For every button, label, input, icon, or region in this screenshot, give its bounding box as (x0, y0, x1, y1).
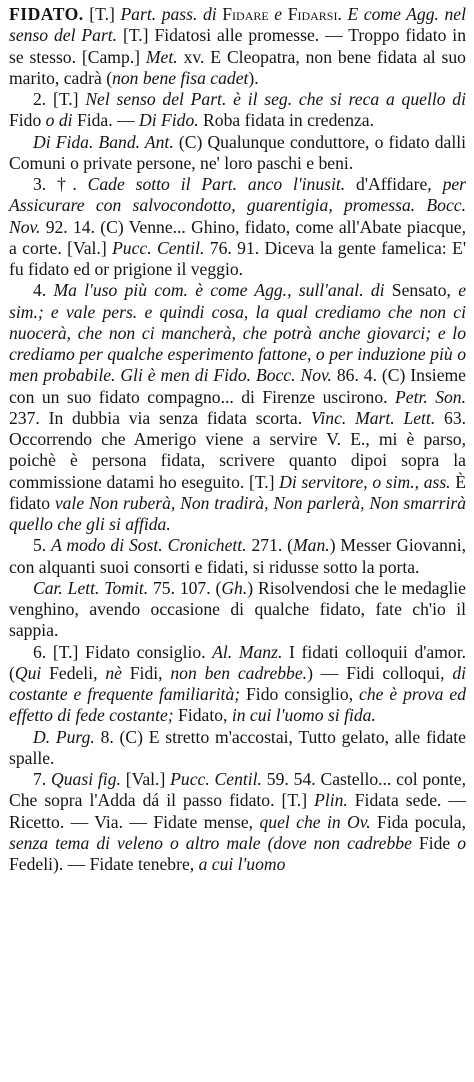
text-segment: 271. ( (246, 535, 294, 556)
text-segment: o (457, 832, 467, 853)
text-segment: Al. Manz. (212, 641, 283, 662)
text-segment: 59. 54. Castello... col ponte, Che sopra l'Adda dá il passo fidato. [T.] (9, 769, 466, 811)
entry-paragraph (9, 578, 466, 642)
text-segment: 86. 4. (C) Insieme con un suo fidato compagno... di Firenze uscirono. (9, 365, 466, 407)
text-segment: Gh. (221, 577, 248, 598)
text-segment: Fidi, (121, 662, 171, 683)
text-segment: e (268, 4, 288, 24)
entry-paragraph (9, 769, 466, 875)
text-segment: per Assicurare con salvocondotto, guarentigia, promessa. Bocc. Nov. (9, 174, 467, 237)
text-segment: Sensato, (384, 280, 459, 301)
text-segment: Fide (411, 832, 458, 853)
text-segment: o di (45, 110, 73, 131)
text-segment: vale (54, 492, 85, 513)
text-segment: Petr. Son. (395, 386, 466, 407)
text-segment: che è prova ed effetto di fede costante; (9, 684, 466, 726)
text-segment: ) Messer Giovanni, con alquanti suoi consorti e fidati, si ridusse sotto la porta. (9, 535, 467, 577)
text-segment: 3. †. (33, 174, 88, 194)
text-segment: Fidare (222, 4, 269, 24)
text-segment: xv. E Cleopatra, non bene fidata al suo marito, cadrà ( (9, 46, 466, 88)
text-segment: Qui (14, 662, 42, 683)
text-segment: D. Purg. (33, 726, 95, 747)
text-segment: Fidato, (173, 705, 232, 726)
text-segment: Non ruberà, Non tradirà, Non parlerà, Non smarrirà quello che gli si affida. (9, 492, 467, 534)
text-segment: 63. Occorrendo che Amerigo viene a servire V. E., mi è parso, poichè è persona fidata, scrivere quanto dipoi sopra la commissione datami ho eseguito. [T.] (9, 407, 467, 492)
text-segment: [T.] (83, 4, 121, 24)
text-segment: È fidato (9, 471, 466, 513)
text-segment: Di Fido. (139, 110, 199, 131)
text-segment: Fido consiglio, (240, 684, 360, 704)
text-segment: (C) Qualunque conduttore, o fidato dalli Comuni o private persone, ne' loro paschi e beni. (9, 131, 466, 173)
text-segment: 2. [T.] (33, 89, 86, 109)
text-segment: ) Risolvendosi che le medaglie venghino, avendo occasione di qualche fidato, fate ch'io il sappia. (9, 577, 466, 641)
text-segment: Fidata sede. — Ricetto. — Via. — Fidate mense, (9, 790, 466, 832)
text-segment: Fido (9, 110, 46, 131)
text-segment: Pucc. Centil. (112, 237, 205, 258)
text-segment: Car. Lett. Tomit. (33, 577, 149, 598)
text-segment: nè (105, 662, 122, 683)
text-segment: non bene fisa cadet (112, 67, 249, 88)
text-segment: 7. (33, 769, 52, 789)
text-segment: Ma l'uso più com. è come Agg., sull'anal. di (53, 280, 385, 301)
text-segment: 8. (C) E stretto m'accostai, Tutto gelato, alle fidate spalle. (9, 726, 466, 768)
text-segment: ) — Fidi colloqui, (307, 662, 453, 683)
text-segment: 6. [T.] Fidato consiglio. (33, 641, 213, 662)
text-segment: 76. 91. Diceva la gente famelica: E' fu fidato ed or prigione il veggio. (9, 237, 466, 279)
text-segment: I fidati colloquii d'amor. ( (9, 641, 466, 683)
text-segment: Pucc. Centil. (170, 769, 262, 789)
text-segment: Fedeli). — Fidate tenebre, (9, 854, 199, 874)
text-segment: Fida pocula, (370, 811, 467, 832)
text-segment: Fida. — (72, 110, 140, 131)
text-segment: Fedeli, (41, 662, 106, 683)
text-segment: . (337, 4, 348, 24)
text-segment: [Val.] (120, 769, 171, 789)
text-segment: quel che in Ov. (259, 811, 371, 832)
text-segment: Quasi fig. (51, 769, 121, 789)
entry-paragraph (9, 4, 466, 89)
text-segment: Cade sotto il Part. anco l'inusit. (87, 174, 346, 194)
text-segment: e sim.; e vale pers. e quindi cosa, la qual crediamo che non ci nuocerà, che non ci mancherà, che potrà anche giovarci; e lo crediamo per qualche esperimento fattone, o per induzione più o men probabile. Gli è men di Fido. Bocc. Nov. (9, 280, 467, 386)
text-segment: d'Affidare, (345, 174, 443, 194)
text-segment: Man. (293, 535, 330, 556)
text-segment: Di servitore, o sim., ass. (279, 471, 451, 492)
text-segment: Met. (145, 46, 178, 67)
text-segment: [T.] Fidatosi alle promesse. — Troppo fidato in se stesso. [Camp.] (9, 25, 466, 67)
text-segment: E come Agg. nel senso del Part. (9, 4, 467, 46)
text-segment: Nel senso del Part. è il seg. che si reca a quello di (85, 89, 466, 109)
entry-paragraph (9, 727, 466, 770)
entry-paragraph (9, 132, 466, 175)
text-segment: 4. (33, 280, 54, 301)
text-segment: 75. 107. ( (148, 577, 222, 598)
text-segment: a cui l'uomo (198, 854, 286, 874)
text-segment: Vinc. Mart. Lett. (310, 407, 436, 428)
text-segment: Di Fida. Band. Ant. (33, 131, 174, 152)
entry-paragraph (9, 642, 466, 727)
text-segment: ). (248, 67, 259, 88)
text-segment: Fidarsi (287, 4, 338, 24)
text-segment: 92. 14. (C) Venne... Ghino, fidato, come all'Abate piacque, a corte. [Val.] (9, 216, 466, 258)
text-segment: senza tema di veleno o altro male (dove non cadrebbe (9, 832, 412, 853)
dictionary-entry-fidato (9, 4, 466, 875)
text-segment: 237. In dubbia via senza fidata scorta. (9, 407, 311, 428)
entry-paragraph (9, 280, 466, 535)
text-segment: 5. (33, 535, 52, 556)
text-segment: Part. pass. di (120, 4, 223, 24)
text-segment: di costante e frequente familiarità; (9, 662, 466, 704)
text-segment: Roba fidata in credenza. (198, 110, 375, 131)
entry-paragraph (9, 89, 466, 132)
headword: FIDATO. (9, 4, 84, 24)
text-segment: non ben cadrebbe. (170, 662, 308, 683)
entry-paragraph (9, 535, 466, 578)
text-segment: in cui l'uomo si fida. (231, 705, 376, 726)
text-segment: Plin. (314, 790, 348, 811)
entry-paragraph (9, 174, 466, 280)
text-segment: A modo di Sost. Cronichett. (51, 535, 247, 556)
